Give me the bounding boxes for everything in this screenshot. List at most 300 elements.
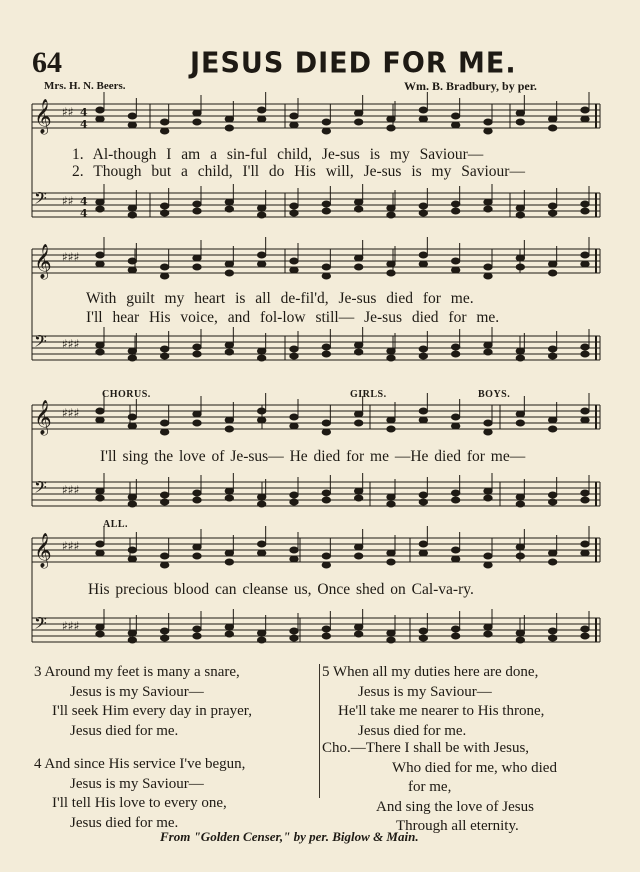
note-head xyxy=(354,110,362,116)
note-head xyxy=(581,344,589,350)
chorus-line: Who died for me, who died xyxy=(392,759,557,776)
note-head xyxy=(419,550,427,556)
note-head xyxy=(548,125,556,131)
note-head xyxy=(387,637,395,643)
note-head xyxy=(354,420,362,426)
note-head xyxy=(193,411,201,417)
note-head xyxy=(354,264,362,270)
note-head xyxy=(257,348,265,354)
note-head xyxy=(387,426,395,432)
note-head xyxy=(322,273,330,279)
note-head xyxy=(257,494,265,500)
note-head xyxy=(516,420,524,426)
note-head xyxy=(257,501,265,507)
note-head xyxy=(322,497,330,503)
time-signature: 4 xyxy=(80,207,88,220)
note-head xyxy=(257,355,265,361)
note-head xyxy=(387,212,395,218)
note-head xyxy=(225,261,233,267)
note-head xyxy=(548,426,556,432)
note-head xyxy=(225,342,233,348)
note-head xyxy=(354,553,362,559)
hymn-title: JESUS DIED FOR ME. xyxy=(190,47,517,80)
note-head xyxy=(322,201,330,207)
note-head xyxy=(193,626,201,632)
note-head xyxy=(290,210,298,216)
note-head xyxy=(128,212,136,218)
note-head xyxy=(96,408,104,414)
note-head xyxy=(96,495,104,501)
note-head xyxy=(484,562,492,568)
note-head xyxy=(128,637,136,643)
key-signature: ♯♯♯ xyxy=(62,483,80,497)
note-head xyxy=(128,267,136,273)
note-head xyxy=(290,203,298,209)
note-head xyxy=(257,261,265,267)
treble-clef: 𝄞 xyxy=(34,400,52,435)
note-head xyxy=(354,255,362,261)
verse-line: I'll seek Him every day in prayer, xyxy=(52,703,252,719)
time-signature: 4 xyxy=(80,195,88,208)
note-head xyxy=(96,550,104,556)
note-head xyxy=(193,255,201,261)
note-head xyxy=(225,206,233,212)
note-head xyxy=(451,344,459,350)
note-head xyxy=(160,492,168,498)
lyric-s4: His precious blood can cleanse us, Once shed on Cal-va-ry. xyxy=(88,581,474,598)
bass-clef: 𝄢 xyxy=(34,188,47,212)
note-head xyxy=(290,547,298,553)
note-head xyxy=(128,113,136,119)
note-head xyxy=(160,635,168,641)
note-head xyxy=(322,562,330,568)
note-head xyxy=(96,349,104,355)
note-head xyxy=(160,562,168,568)
note-head xyxy=(322,344,330,350)
note-head xyxy=(451,267,459,273)
note-head xyxy=(419,252,427,258)
note-head xyxy=(193,497,201,503)
note-head xyxy=(451,208,459,214)
chorus-text xyxy=(322,739,557,837)
note-head xyxy=(290,499,298,505)
note-head xyxy=(290,258,298,264)
note-head xyxy=(193,490,201,496)
note-head xyxy=(419,261,427,267)
note-head xyxy=(581,417,589,423)
note-head xyxy=(387,417,395,423)
author-credit: Mrs. H. N. Beers. xyxy=(44,80,126,92)
bass-clef: 𝄢 xyxy=(34,331,47,355)
note-head xyxy=(451,626,459,632)
note-head xyxy=(484,553,492,559)
note-head xyxy=(451,122,459,128)
note-head xyxy=(257,252,265,258)
note-head xyxy=(548,417,556,423)
note-head xyxy=(484,420,492,426)
note-head xyxy=(225,417,233,423)
note-head xyxy=(128,547,136,553)
key-signature: ♯♯ xyxy=(62,105,74,119)
chorus-line: for me, xyxy=(408,779,452,795)
note-head xyxy=(419,492,427,498)
note-head xyxy=(548,116,556,122)
note-head xyxy=(193,420,201,426)
note-head xyxy=(548,346,556,352)
lyric-s1-verse1: 1. Al-though I am a sin-ful child, Je-sus is my Saviour— xyxy=(72,146,484,163)
note-head xyxy=(581,626,589,632)
note-head xyxy=(354,349,362,355)
key-signature: ♯♯♯ xyxy=(62,539,80,553)
note-head xyxy=(354,119,362,125)
note-head xyxy=(322,119,330,125)
treble-clef: 𝄞 xyxy=(34,533,52,568)
note-head xyxy=(128,630,136,636)
note-head xyxy=(290,492,298,498)
note-head xyxy=(290,628,298,634)
source-credit: From "Golden Censer," by per. Biglow & Main. xyxy=(160,829,419,844)
composer-credit: Wm. B. Bradbury, by per. xyxy=(404,79,537,93)
note-head xyxy=(548,559,556,565)
time-signature: 4 xyxy=(80,118,88,131)
note-head xyxy=(225,116,233,122)
chorus-line: And sing the love of Jesus xyxy=(376,798,534,815)
note-head xyxy=(516,212,524,218)
note-head xyxy=(548,635,556,641)
note-head xyxy=(581,541,589,547)
note-head xyxy=(160,203,168,209)
note-head xyxy=(516,255,524,261)
note-head xyxy=(451,113,459,119)
note-head xyxy=(581,116,589,122)
label-all: ALL. xyxy=(103,519,129,530)
note-head xyxy=(581,107,589,113)
note-head xyxy=(419,635,427,641)
note-head xyxy=(322,633,330,639)
note-head xyxy=(387,559,395,565)
verse-line: Jesus died for me. xyxy=(70,814,179,831)
note-head xyxy=(581,252,589,258)
note-head xyxy=(193,344,201,350)
note-head xyxy=(387,125,395,131)
note-head xyxy=(128,355,136,361)
lyric-s3: I'll sing the love of Je-sus— He died for me —He died for me— xyxy=(100,448,526,465)
note-head xyxy=(193,201,201,207)
note-head xyxy=(516,544,524,550)
note-head xyxy=(581,208,589,214)
note-head xyxy=(160,264,168,270)
note-head xyxy=(484,624,492,630)
note-head xyxy=(160,119,168,125)
verse-line: Jesus is my Saviour— xyxy=(70,683,204,700)
note-head xyxy=(581,408,589,414)
note-head xyxy=(160,210,168,216)
note-head xyxy=(387,550,395,556)
note-head xyxy=(257,205,265,211)
note-head xyxy=(160,420,168,426)
note-head xyxy=(581,490,589,496)
note-head xyxy=(581,261,589,267)
note-head xyxy=(160,353,168,359)
note-head xyxy=(257,212,265,218)
note-head xyxy=(419,499,427,505)
note-head xyxy=(128,556,136,562)
note-head xyxy=(322,490,330,496)
note-head xyxy=(160,429,168,435)
note-head xyxy=(225,631,233,637)
note-head xyxy=(128,348,136,354)
note-head xyxy=(225,550,233,556)
verse-line: Jesus is my Saviour— xyxy=(70,775,204,792)
lyric-s2-verse1: With guilt my heart is all de-fil'd, Je-sus died for me. xyxy=(86,290,474,307)
note-head xyxy=(160,128,168,134)
note-head xyxy=(96,631,104,637)
note-head xyxy=(290,122,298,128)
note-head xyxy=(225,426,233,432)
note-head xyxy=(387,501,395,507)
note-head xyxy=(581,497,589,503)
note-head xyxy=(484,488,492,494)
note-head xyxy=(581,351,589,357)
note-head xyxy=(96,116,104,122)
note-head xyxy=(128,414,136,420)
note-head xyxy=(419,116,427,122)
note-head xyxy=(451,351,459,357)
note-head xyxy=(516,119,524,125)
note-head xyxy=(257,408,265,414)
note-head xyxy=(419,210,427,216)
note-head xyxy=(516,355,524,361)
note-head xyxy=(419,346,427,352)
note-head xyxy=(548,628,556,634)
chorus-line: Cho.—There I shall be with Jesus, xyxy=(322,740,530,756)
note-head xyxy=(484,264,492,270)
note-head xyxy=(257,550,265,556)
note-head xyxy=(419,628,427,634)
note-head xyxy=(516,637,524,643)
note-head xyxy=(193,351,201,357)
note-head xyxy=(354,206,362,212)
note-head xyxy=(193,119,201,125)
note-head xyxy=(128,205,136,211)
note-head xyxy=(96,417,104,423)
note-head xyxy=(96,342,104,348)
note-head xyxy=(548,261,556,267)
lyric-s2-verse2: I'll hear His voice, and fol-low still— Je-sus died for me. xyxy=(86,309,500,326)
key-signature: ♯♯♯ xyxy=(62,619,80,633)
note-head xyxy=(193,110,201,116)
note-head xyxy=(451,497,459,503)
note-head xyxy=(581,201,589,207)
note-head xyxy=(451,556,459,562)
page-number: 64 xyxy=(32,46,62,79)
note-head xyxy=(354,488,362,494)
label-boys: BOYS. xyxy=(478,389,511,400)
note-head xyxy=(516,630,524,636)
verse-line: 3 Around my feet is many a snare, xyxy=(34,664,240,680)
note-head xyxy=(451,423,459,429)
note-head xyxy=(516,411,524,417)
note-head xyxy=(419,353,427,359)
note-head xyxy=(484,206,492,212)
note-head xyxy=(128,494,136,500)
note-head xyxy=(290,353,298,359)
note-head xyxy=(290,414,298,420)
note-head xyxy=(96,541,104,547)
chorus-line: Through all eternity. xyxy=(396,818,519,834)
note-head xyxy=(387,630,395,636)
note-head xyxy=(354,544,362,550)
label-chorus: CHORUS. xyxy=(102,389,151,400)
note-head xyxy=(96,624,104,630)
note-head xyxy=(548,270,556,276)
note-head xyxy=(387,494,395,500)
note-head xyxy=(193,544,201,550)
key-signature: ♯♯♯ xyxy=(62,406,80,420)
note-head xyxy=(322,128,330,134)
note-head xyxy=(548,203,556,209)
note-head xyxy=(225,624,233,630)
note-head xyxy=(96,107,104,113)
note-head xyxy=(96,488,104,494)
note-head xyxy=(225,495,233,501)
note-head xyxy=(484,495,492,501)
note-head xyxy=(484,199,492,205)
note-head xyxy=(581,550,589,556)
note-head xyxy=(96,252,104,258)
note-head xyxy=(548,210,556,216)
note-head xyxy=(516,494,524,500)
note-head xyxy=(225,270,233,276)
verse-line: Jesus died for me. xyxy=(358,722,467,739)
note-head xyxy=(257,107,265,113)
note-head xyxy=(548,499,556,505)
note-head xyxy=(322,351,330,357)
note-head xyxy=(484,128,492,134)
verse-line: He'll take me nearer to His throne, xyxy=(338,703,545,719)
note-head xyxy=(484,342,492,348)
note-head xyxy=(451,414,459,420)
note-head xyxy=(193,264,201,270)
note-head xyxy=(451,547,459,553)
note-head xyxy=(484,429,492,435)
note-head xyxy=(322,553,330,559)
verse-4 xyxy=(34,755,245,833)
note-head xyxy=(96,199,104,205)
note-head xyxy=(451,201,459,207)
note-head xyxy=(516,205,524,211)
note-head xyxy=(290,267,298,273)
note-head xyxy=(225,349,233,355)
key-signature: ♯♯♯ xyxy=(62,250,80,264)
note-head xyxy=(387,355,395,361)
note-head xyxy=(160,499,168,505)
note-head xyxy=(548,492,556,498)
note-head xyxy=(257,116,265,122)
note-head xyxy=(257,637,265,643)
note-head xyxy=(387,270,395,276)
note-head xyxy=(354,342,362,348)
note-head xyxy=(516,501,524,507)
treble-clef: 𝄞 xyxy=(34,99,52,134)
note-head xyxy=(322,420,330,426)
note-head xyxy=(354,495,362,501)
note-head xyxy=(387,348,395,354)
note-head xyxy=(516,553,524,559)
note-head xyxy=(225,488,233,494)
note-head xyxy=(225,559,233,565)
note-head xyxy=(225,125,233,131)
note-head xyxy=(484,631,492,637)
note-head xyxy=(548,353,556,359)
bass-clef: 𝄢 xyxy=(34,613,47,637)
note-head xyxy=(419,541,427,547)
note-head xyxy=(354,411,362,417)
note-head xyxy=(322,264,330,270)
note-head xyxy=(581,633,589,639)
note-head xyxy=(290,556,298,562)
time-signature: 4 xyxy=(80,106,88,119)
verse-line: 4 And since His service I've begun, xyxy=(34,756,246,772)
note-head xyxy=(354,624,362,630)
key-signature: ♯♯ xyxy=(62,194,74,208)
note-head xyxy=(128,501,136,507)
note-head xyxy=(160,273,168,279)
note-head xyxy=(516,348,524,354)
note-head xyxy=(160,346,168,352)
note-head xyxy=(419,107,427,113)
note-head xyxy=(548,550,556,556)
note-head xyxy=(322,429,330,435)
note-head xyxy=(290,423,298,429)
note-head xyxy=(451,633,459,639)
verse-line: Jesus died for me. xyxy=(70,722,179,739)
note-head xyxy=(419,408,427,414)
note-head xyxy=(451,490,459,496)
label-girls: GIRLS. xyxy=(350,389,387,400)
note-head xyxy=(193,208,201,214)
note-head xyxy=(128,423,136,429)
note-head xyxy=(387,116,395,122)
note-head xyxy=(387,261,395,267)
note-head xyxy=(484,349,492,355)
note-head xyxy=(257,630,265,636)
bass-clef: 𝄢 xyxy=(34,477,47,501)
note-head xyxy=(193,633,201,639)
verse-line: 5 When all my duties here are done, xyxy=(322,664,539,680)
treble-clef: 𝄞 xyxy=(34,244,52,279)
verse-5 xyxy=(322,663,544,741)
note-head xyxy=(419,417,427,423)
note-head xyxy=(484,273,492,279)
note-head xyxy=(484,119,492,125)
lyric-s1-verse2: 2. Though but a child, I'll do His will, Je-sus is my Saviour— xyxy=(72,163,525,180)
note-head xyxy=(290,635,298,641)
key-signature: ♯♯♯ xyxy=(62,337,80,351)
note-head xyxy=(96,261,104,267)
note-head xyxy=(160,628,168,634)
note-head xyxy=(290,113,298,119)
note-head xyxy=(290,346,298,352)
note-head xyxy=(96,206,104,212)
note-head xyxy=(516,110,524,116)
note-head xyxy=(322,626,330,632)
note-head xyxy=(257,541,265,547)
note-head xyxy=(451,258,459,264)
note-head xyxy=(160,553,168,559)
note-head xyxy=(419,203,427,209)
note-head xyxy=(516,264,524,270)
